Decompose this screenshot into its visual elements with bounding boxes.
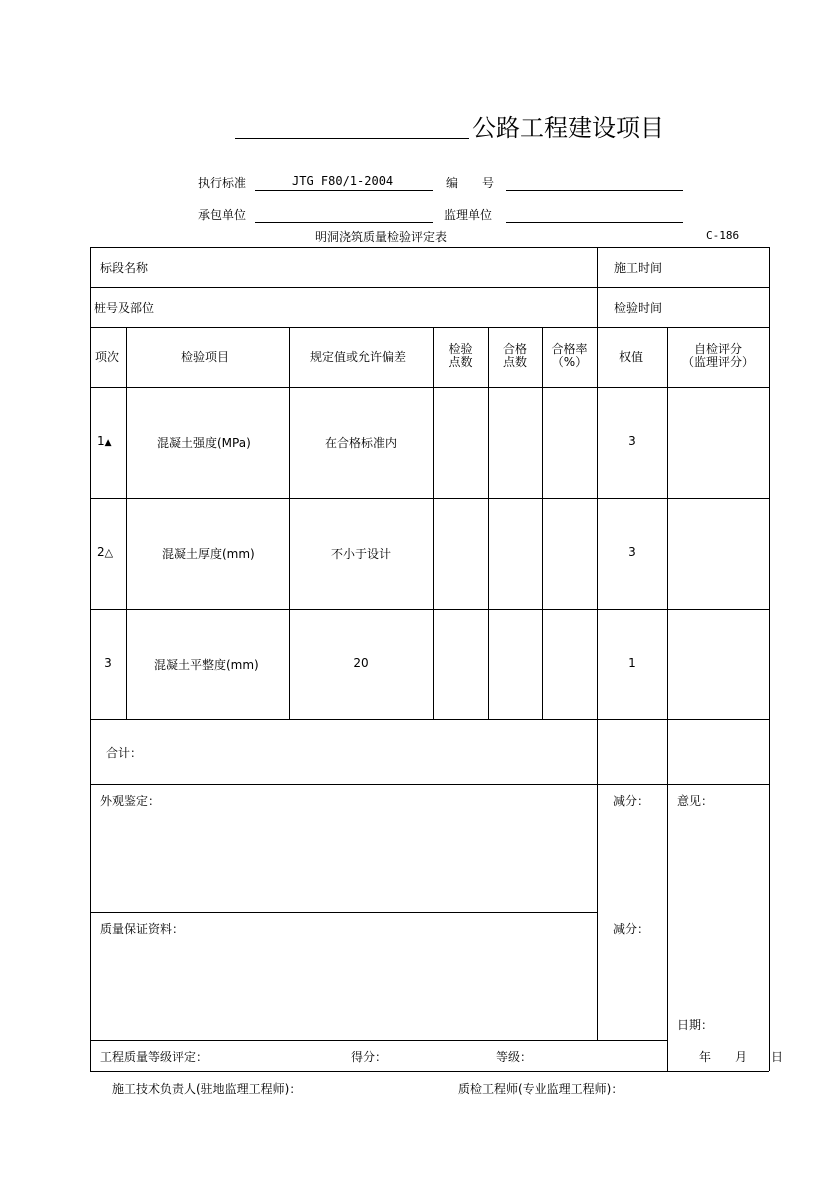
col-rate xyxy=(542,343,597,369)
row-no: 2△ xyxy=(97,545,114,559)
row-spec: 在合格标准内 xyxy=(324,436,397,450)
quality-docs-label: 质量保证资料： xyxy=(100,922,185,936)
col-item: 检验项目 xyxy=(181,350,230,364)
tech-lead-signature: 施工技术负责人(驻地监理工程师)： xyxy=(112,1082,302,1096)
number-label: 编 号 xyxy=(446,176,495,190)
deduction-label-appearance: 减分： xyxy=(613,794,650,808)
qc-engineer-signature: 质检工程师(专业监理工程师)： xyxy=(458,1082,624,1096)
page-title: 公路工程建设项目 xyxy=(472,114,664,142)
col-pass-line2: 点数 xyxy=(502,355,527,369)
col-points-line2: 点数 xyxy=(448,355,473,369)
col-score xyxy=(667,343,769,369)
col-rate-line1: 合格率 xyxy=(551,342,588,356)
col-points-line1: 检验 xyxy=(448,342,473,356)
col-pass xyxy=(488,343,542,369)
contractor-label: 承包单位 xyxy=(198,208,247,222)
deduction-label-docs: 减分： xyxy=(613,922,650,936)
form-code: C-186 xyxy=(706,229,740,242)
row-no: 3 xyxy=(104,656,112,670)
row-item: 混凝土厚度(mm) xyxy=(162,547,255,561)
total-label: 合计： xyxy=(106,746,143,760)
supervisor-label: 监理单位 xyxy=(444,208,493,222)
grade-label: 等级： xyxy=(496,1050,533,1064)
row-item: 混凝土强度(MPa) xyxy=(157,436,251,450)
form-title: 明洞浇筑质量检验评定表 xyxy=(315,230,448,244)
row-weight: 3 xyxy=(628,434,636,448)
date-label: 日期： xyxy=(677,1018,714,1032)
col-score-line2: （监理评分） xyxy=(681,355,754,369)
row-weight: 3 xyxy=(628,545,636,559)
key-item-outline-mark: △ xyxy=(104,546,114,559)
col-spec: 规定值或允许偏差 xyxy=(310,350,407,364)
pile-location-label: 桩号及部位 xyxy=(94,301,155,315)
row-no: 1▲ xyxy=(97,434,112,448)
date-ymd: 年 月 日 xyxy=(699,1050,784,1064)
exec-std-label: 执行标准 xyxy=(198,176,247,190)
row-spec: 不小于设计 xyxy=(330,547,391,561)
appearance-label: 外观鉴定： xyxy=(100,794,161,808)
inspection-time-label: 检验时间 xyxy=(614,301,663,315)
col-weight: 权值 xyxy=(619,350,644,364)
section-name-label: 标段名称 xyxy=(100,261,149,275)
col-rate-line2: （%） xyxy=(551,355,588,369)
col-points xyxy=(433,343,488,369)
col-pass-line1: 合格 xyxy=(502,342,527,356)
row-weight: 1 xyxy=(628,656,636,670)
construction-time-label: 施工时间 xyxy=(614,261,663,275)
col-score-line1: 自检评分 xyxy=(693,342,742,356)
exec-std-value[interactable]: JTG F80/1-2004 xyxy=(292,174,394,188)
row-item: 混凝土平整度(mm) xyxy=(154,658,259,672)
opinion-label: 意见： xyxy=(677,794,714,808)
row-spec: 20 xyxy=(353,656,369,670)
grade-eval-label: 工程质量等级评定： xyxy=(100,1050,209,1064)
score-label: 得分： xyxy=(351,1050,388,1064)
key-item-filled-mark: ▲ xyxy=(104,438,112,448)
col-item-no: 项次 xyxy=(95,350,120,364)
